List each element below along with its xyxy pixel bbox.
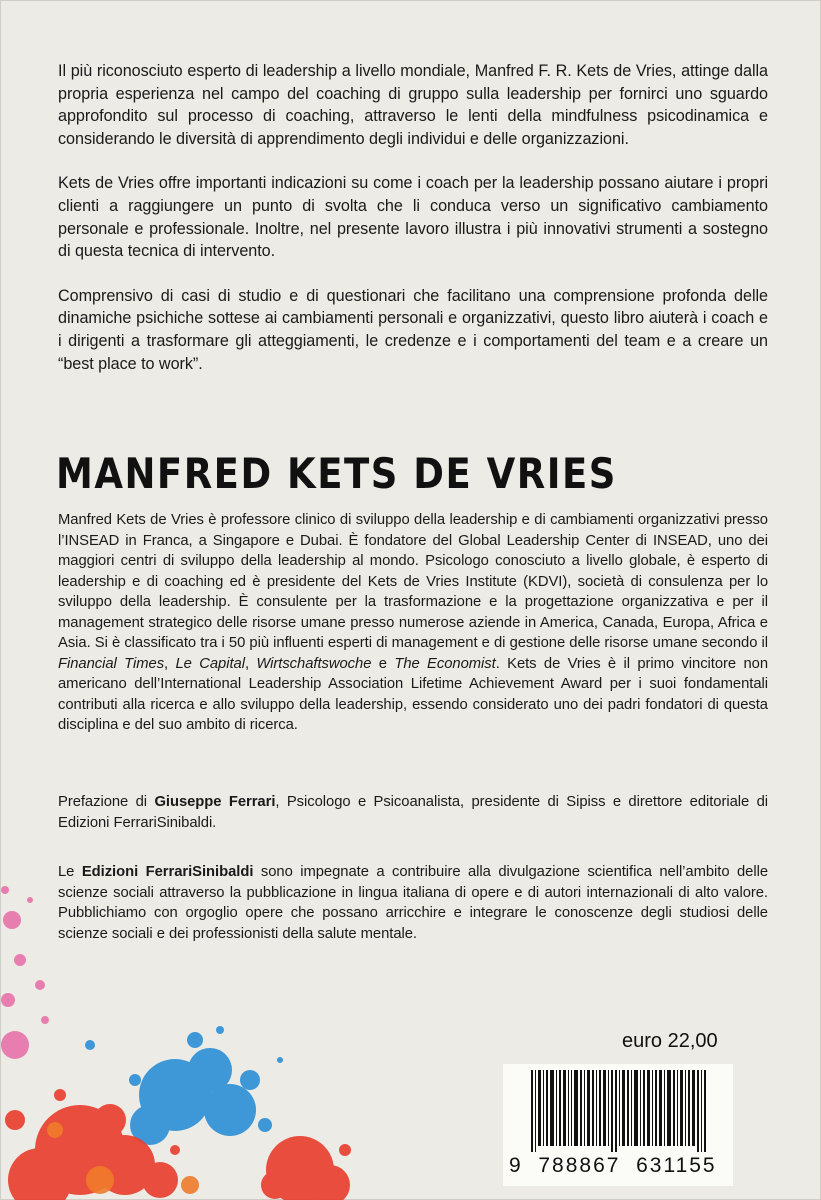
publisher-rest: sono impegnate a contribuire alla divulgazione scientifica nell’ambito delle scienze sociali attraverso la pubblicazione in lingua italiana di opere e di autori internazionali di alto valore. Pubblichiamo con orgoglio opere che possano arricchire e integrare le conoscenze degli studiosi delle scienze sociali e dei professionisti della salute mentale.	[58, 864, 769, 942]
bio-text-b: . Kets de Vries è il primo vincitore non americano dell’International Leadership Association Lifetime Achievement Award per i suoi fondamentali contributi alla ricerca e allo sviluppo della leadership, essendo considerato uno dei padri fondatori di questa disciplina e del suo ambito di ricerca.	[58, 655, 768, 733]
price-label: euro 22,00	[622, 1030, 718, 1052]
intro-paragraph-1: Il più riconosciuto esperto di leadership a livello mondiale, Manfred F. R. Kets de Vries, attinge dalla propria esperienza nel campo del coaching di gruppo sulla leadership per fornirci uno sguardo approfondito sul processo di coaching, attraverso le lenti della mindfulness psicodinamica e considerando le diversità di apprendimento degli individui e delle organizzazioni.	[58, 62, 768, 148]
publisher-lead: Le	[58, 864, 82, 880]
preface-rest: , Psicologo e Psicoanalista, presidente di Sipiss e direttore editoriale di Edizioni FerrariSinibaldi.	[58, 794, 768, 831]
preface-note	[58, 792, 768, 833]
barcode-bars	[531, 1070, 706, 1152]
preface-lead: Prefazione di	[58, 794, 155, 810]
publication-le-capital: Le Capital	[175, 655, 245, 672]
bio-separator: ,	[244, 655, 257, 672]
paint-splatter-decoration	[0, 880, 400, 1200]
intro-text	[58, 60, 768, 397]
publisher-name: Edizioni FerrariSinibaldi	[81, 864, 254, 880]
preface-paragraph	[58, 792, 768, 833]
intro-paragraph-2: Kets de Vries offre importanti indicazioni su come i coach per la leadership possano aiutare i propri clienti a raggiungere un punto di svolta che li conduca verso un significativo cambiamento personale e professionale. Inoltre, nel presente lavoro illustra i più innovativi strumenti a sostegno di questa tecnica di intervento.	[58, 174, 768, 261]
barcode	[503, 1064, 733, 1186]
intro-paragraph-3: Comprensivo di casi di studio e di questionari che facilitano una comprensione profonda delle dinamiche psichiche sottese ai cambiamenti personali e organizzativi, questo libro aiuterà i coach e i dirigenti a trasformare gli atteggiamenti, le credenze e i comportamenti del team e a creare un “best place to work”.	[58, 286, 768, 373]
publication-financial-times: Financial Times	[58, 655, 165, 672]
author-bio	[58, 510, 768, 736]
publication-wirtschaftswoche: Wirtschaftswoche	[256, 655, 372, 672]
preface-author-name: Giuseppe Ferrari	[154, 794, 276, 810]
publication-the-economist: The Economist	[394, 655, 496, 672]
author-heading: MANFRED KETS DE VRIES	[56, 450, 617, 499]
bio-text-a: Manfred Kets de Vries è professore clinico di sviluppo della leadership e di cambiamenti organizzativi presso l’INSEAD in Franca, a Singapore e Dubai. È fondatore del Global Leadership Center di INSEAD, uno dei maggiori centri di sviluppo della leadership al mondo. Psicologo conosciuto a livello globale, è esperto di leadership e di coaching ed è presidente del Kets de Vries Institute (KDVI), società di consulenza per lo sviluppo della leadership. È consulente per la trasformazione e la progettazione organizzativa e per il management strategico delle risorse umane presso numerose aziende in America, Canada, Europa, Africa e Asia. Si è classificato tra i 50 più influenti esperti di management e di gestione delle risorse umane secondo il	[58, 512, 768, 651]
isbn-number: 9 788867 631155	[509, 1154, 717, 1177]
bio-separator: e	[371, 655, 395, 672]
author-bio-paragraph	[58, 510, 768, 736]
bio-separator: ,	[164, 655, 176, 672]
